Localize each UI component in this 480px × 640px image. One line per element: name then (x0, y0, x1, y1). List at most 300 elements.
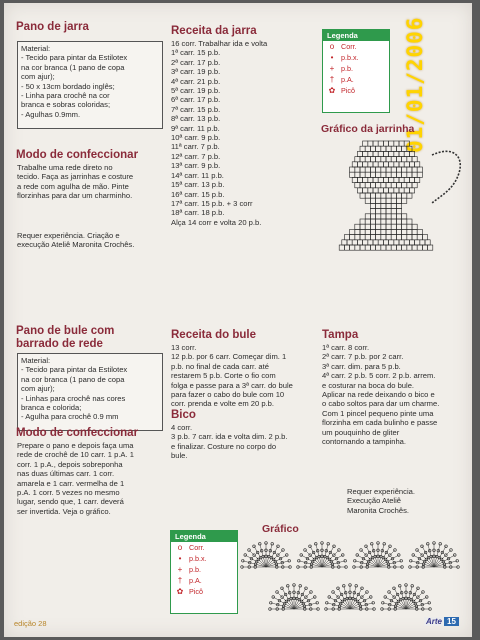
recipe-line: 1ª carr. 15 p.b. (171, 48, 221, 58)
chart-stitch (391, 183, 396, 188)
recipe-line: 14ª carr. 11 p.b. (171, 170, 224, 180)
chart-stitch (357, 151, 362, 156)
chart-stitch (357, 177, 362, 182)
chart-stitch (412, 224, 417, 229)
chart-stitch (383, 151, 388, 156)
chart-stitch (383, 188, 388, 193)
chart-stitch (368, 141, 373, 146)
chart-stitch (381, 157, 386, 162)
chart-stitch (399, 177, 404, 182)
chart-stitch (428, 245, 433, 250)
chart-stitch (407, 167, 412, 172)
chart-stitch (402, 245, 407, 250)
chart-stitch (407, 157, 412, 162)
chart-stitch (396, 214, 401, 219)
jar-chart (314, 137, 464, 257)
chart-stitch (344, 245, 349, 250)
chart-stitch (394, 177, 399, 182)
chart-stitch (386, 193, 391, 198)
chart-stitch (365, 183, 370, 188)
chart-stitch (381, 146, 386, 151)
chart-stitch (391, 209, 396, 214)
chart-stitch (396, 219, 401, 224)
chart-stitch (360, 146, 365, 151)
chart-stitch (381, 224, 386, 229)
lace-scallop (381, 584, 432, 611)
chart-stitch (360, 193, 365, 198)
chart-stitch (396, 193, 401, 198)
chart-stitch (373, 151, 378, 156)
chart-stitch (391, 219, 396, 224)
chart-stitch (376, 198, 381, 203)
chart-stitch (352, 162, 357, 167)
chart-stitch (370, 224, 375, 229)
chart-stitch (350, 235, 355, 240)
chart-stitch (363, 151, 368, 156)
chart-stitch (402, 229, 407, 234)
materials-box: Material: - Tecido para pintar da Estilotex na cor branca (1 pano de copa com ajur); - 50 x 13cm bordado inglês; - Linha para crochê na cor branca e sobras coloridas; - Agulhas 0.9mm. (17, 41, 163, 129)
mode2-text: Prepare o pano e depois faça uma rede de crochê de 10 carr. 1 p.A. 1 corr. 1 p.A., depois sobreponha nas duas últimas carr. 1 corr. amarela e 1 carr. vermelha de 1 p.A. 1 corr. 5 vezes no mesmo lugar, sendo que, 1 carr. deverá ser invertida. Veja o gráfico. (17, 441, 134, 516)
chart-stitch (399, 240, 404, 245)
chart-stitch (360, 235, 365, 240)
chart-stitch (386, 224, 391, 229)
chart-stitch (370, 214, 375, 219)
legend-symbol-icon: † (329, 75, 335, 84)
chart-stitch (360, 167, 365, 172)
legend-symbol-icon: + (329, 64, 335, 73)
chart-stitch (409, 240, 414, 245)
lace-scallop (325, 584, 376, 611)
chart-stitch (381, 219, 386, 224)
chart-stitch (365, 193, 370, 198)
chart-stitch (378, 141, 383, 146)
chart-stitch (376, 214, 381, 219)
chart-stitch (394, 141, 399, 146)
legend-item (323, 52, 389, 63)
chart-stitch (350, 172, 355, 177)
legend-label: Picô (341, 86, 355, 95)
legend-label: p.b.x. (189, 554, 207, 563)
chart-stitch (415, 177, 420, 182)
chart-stitch (404, 141, 409, 146)
chart-stitch (368, 151, 373, 156)
legend-header: Legenda (323, 30, 389, 41)
chart-stitch (386, 229, 391, 234)
chart-stitch (386, 209, 391, 214)
legend-label: p.A. (189, 576, 202, 585)
chart-stitch (399, 141, 404, 146)
chart-stitch (386, 235, 391, 240)
recipe-jar-list (171, 39, 316, 227)
chart-stitch (350, 167, 355, 172)
chart-stitch (412, 172, 417, 177)
legend-symbol-icon: o (177, 543, 183, 552)
recipe-teapot-text: 13 corr. 12 p.b. por 6 carr. Começar dim. 1 p.b. no final de cada carr. até restarem 5 p.b. Corte o fio com folga e passe para a 3ª carr. do bule para fazer o cabo do bule com 10 corr. prenda e volte em 20 p.b. (171, 343, 293, 409)
chart-stitch (391, 214, 396, 219)
recipe-line: 9ª carr. 11 p.b. (171, 123, 220, 133)
chart-stitch (404, 240, 409, 245)
chart-stitch (370, 198, 375, 203)
chart-stitch (357, 162, 362, 167)
chart-stitch (422, 245, 427, 250)
chart-stitch (373, 177, 378, 182)
chart-stitch (402, 219, 407, 224)
chart-stitch (360, 157, 365, 162)
chart-stitch (381, 235, 386, 240)
chart-stitch (365, 219, 370, 224)
chart-stitch (386, 203, 391, 208)
chart-stitch (378, 151, 383, 156)
recipe-line: 10ª carr. 9 p.b. (171, 133, 221, 143)
chart-stitch (365, 167, 370, 172)
chart-stitch (402, 146, 407, 151)
chart-stitch (396, 183, 401, 188)
chart-stitch (415, 240, 420, 245)
chart-stitch (402, 198, 407, 203)
chart-stitch (391, 167, 396, 172)
chart-stitch (370, 209, 375, 214)
recipe-line: 6ª carr. 17 p.b. (171, 95, 221, 105)
chart-stitch (370, 193, 375, 198)
chart-stitch (389, 162, 394, 167)
chart-stitch (386, 183, 391, 188)
chart-stitch (355, 157, 360, 162)
lace-scallop (409, 542, 460, 569)
chart-stitch (370, 229, 375, 234)
recipe-line: 13ª carr. 9 p.b. (171, 161, 221, 171)
legend-item (171, 575, 237, 586)
chart-stitch (381, 198, 386, 203)
chart-stitch (417, 167, 422, 172)
chart-stitch (396, 245, 401, 250)
legend-box (322, 29, 390, 113)
legend-label: Corr. (341, 42, 357, 51)
chart-stitch (407, 193, 412, 198)
chart-stitch (376, 203, 381, 208)
chart-stitch (402, 172, 407, 177)
chart-stitch (381, 245, 386, 250)
recipe-line: 2ª carr. 17 p.b. (171, 57, 221, 67)
chart-stitch (365, 198, 370, 203)
chart-stitch (386, 245, 391, 250)
chart-stitch (365, 146, 370, 151)
legend-item (171, 553, 237, 564)
chart-stitch (412, 235, 417, 240)
chart-stitch (363, 177, 368, 182)
chart-stitch (357, 188, 362, 193)
chart-stitch (417, 235, 422, 240)
legend-symbol-icon: + (177, 565, 183, 574)
footer-edition: edição 28 (14, 619, 47, 628)
chart-stitch (386, 219, 391, 224)
credit-text: Requer experiência. Criação e execução Ateliê Maronita Crochês. (17, 231, 135, 250)
chart-stitch (363, 240, 368, 245)
chart-stitch (396, 224, 401, 229)
chart-stitch (389, 177, 394, 182)
chart-stitch (376, 172, 381, 177)
chart-stitch (370, 235, 375, 240)
chart-stitch (402, 167, 407, 172)
chart-stitch (339, 245, 344, 250)
chart-stitch (378, 177, 383, 182)
lace-scallop (269, 584, 320, 611)
chart-stitch (381, 214, 386, 219)
chart-stitch (363, 162, 368, 167)
chart-stitch (402, 235, 407, 240)
chart-stitch (370, 172, 375, 177)
recipe-line: 16 corr. Trabalhar ida e volta (171, 39, 268, 48)
chart-stitch (407, 219, 412, 224)
spout-title: Bico (171, 409, 196, 421)
chart-stitch (394, 188, 399, 193)
recipe-line: 11ª carr. 7 p.b. (171, 142, 220, 152)
chart-stitch (391, 245, 396, 250)
chart-stitch (396, 167, 401, 172)
chart-stitch (381, 183, 386, 188)
chart-stitch (370, 219, 375, 224)
mode-title: Modo de confeccionar (16, 149, 139, 161)
chart-stitch (422, 235, 427, 240)
chart-stitch (396, 198, 401, 203)
chart-stitch (373, 162, 378, 167)
chart-stitch (370, 157, 375, 162)
chart-stitch (391, 157, 396, 162)
chart-stitch (347, 240, 352, 245)
chart-stitch (409, 188, 414, 193)
legend-item (323, 63, 389, 74)
chart-stitch (404, 162, 409, 167)
chart-stitch (376, 183, 381, 188)
chart-stitch (386, 214, 391, 219)
chart-stitch (399, 151, 404, 156)
footer-logo (424, 617, 459, 626)
chart-stitch (381, 167, 386, 172)
legend-symbol-icon: o (329, 42, 335, 51)
chart-stitch (355, 183, 360, 188)
chart-stitch (373, 240, 378, 245)
chart-stitch (355, 229, 360, 234)
chart-stitch (396, 172, 401, 177)
chart-stitch (407, 224, 412, 229)
chart-stitch (417, 229, 422, 234)
legend-symbol-icon: • (330, 53, 334, 62)
chart-stitch (407, 245, 412, 250)
chart-stitch (355, 172, 360, 177)
chart-stitch (404, 177, 409, 182)
chart-stitch (381, 203, 386, 208)
jar-handle (432, 151, 460, 203)
date-stamp: 01/01/2006 (403, 16, 427, 153)
chart-stitch (391, 172, 396, 177)
chart-stitch (391, 203, 396, 208)
lace-scallop (353, 542, 404, 569)
chart-stitch (378, 162, 383, 167)
chart-stitch (365, 245, 370, 250)
chart-stitch (381, 229, 386, 234)
chart-stitch (360, 219, 365, 224)
chart-stitch (409, 177, 414, 182)
chart-stitch (365, 224, 370, 229)
spout-text: 4 corr. 3 p.b. 7 carr. ida e volta dim. 2 p.b. e finalizar. Costure no corpo do bule. (171, 423, 288, 461)
chart-stitch (376, 146, 381, 151)
legend-header-2: Legenda (171, 531, 237, 542)
chart-stitch (365, 172, 370, 177)
chart-stitch (368, 162, 373, 167)
legend-item (171, 586, 237, 597)
recipe-line: 4ª carr. 21 p.b. (171, 76, 221, 86)
recipe-line: Alça 14 corr e volta 20 p.b. (171, 217, 262, 227)
chart-stitch (396, 229, 401, 234)
mode-text: Trabalhe uma rede direto no tecido. Faça as jarrinhas e costure a rede com agulha de mão. Pinte florzinhas para dar um charminho. (17, 163, 134, 201)
chart-stitch (368, 188, 373, 193)
chart-stitch (344, 235, 349, 240)
recipe-line: 3ª carr. 19 p.b. (171, 67, 221, 77)
chart-stitch (386, 198, 391, 203)
legend-item (323, 41, 389, 52)
chart-stitch (394, 162, 399, 167)
chart-stitch (376, 167, 381, 172)
chart-stitch (365, 229, 370, 234)
chart-stitch (391, 193, 396, 198)
chart-stitch (378, 240, 383, 245)
chart-stitch (350, 245, 355, 250)
credit2-text: Requer experiência. Execução Ateliê Maronita Crochês. (347, 487, 415, 515)
legend-label: Picô (189, 587, 203, 596)
chart-stitch (350, 229, 355, 234)
chart-stitch (394, 151, 399, 156)
chart-stitch (394, 240, 399, 245)
chart-stitch (391, 198, 396, 203)
chart-stitch (352, 240, 357, 245)
chart-stitch (407, 229, 412, 234)
chart-stitch (376, 224, 381, 229)
legend-symbol-icon: ✿ (328, 86, 336, 95)
legend-item (171, 564, 237, 575)
chart-stitch (352, 177, 357, 182)
recipe-line: 16ª carr. 15 p.b. (171, 189, 225, 199)
chart-stitch (415, 162, 420, 167)
chart-stitch (425, 240, 430, 245)
chart-stitch (355, 235, 360, 240)
chart-stitch (370, 183, 375, 188)
chart-stitch (399, 162, 404, 167)
chart-stitch (365, 235, 370, 240)
materials2-box: Material: - Tecido para pintar da Estilotex na cor branca (1 pano de copa com ajur); - Linhas para crochê nas cores branca e colorida; - Agulha para crochê 0.9 mm (17, 353, 163, 431)
chart-stitch (386, 146, 391, 151)
chart-stitch (404, 151, 409, 156)
chart-stitch (402, 157, 407, 162)
chart-stitch (383, 177, 388, 182)
chart-stitch (378, 188, 383, 193)
chart-stitch (368, 240, 373, 245)
chart-stitch (360, 183, 365, 188)
recipe-line: 18ª carr. 18 p.b. (171, 208, 225, 218)
chart-jar-title: Gráfico da jarrinha (321, 123, 415, 135)
chart-stitch (407, 183, 412, 188)
section1-title: Pano de jarra (16, 21, 89, 33)
arte-logo: Arte (426, 617, 443, 626)
chart-stitch (368, 177, 373, 182)
chart-stitch (376, 229, 381, 234)
chart-stitch (370, 245, 375, 250)
chart-stitch (391, 224, 396, 229)
chart-stitch (370, 146, 375, 151)
recipe-line: 15ª carr. 13 p.b. (171, 180, 225, 190)
chart-stitch (402, 183, 407, 188)
chart-stitch (396, 146, 401, 151)
recipe-line: 5ª carr. 19 p.b. (171, 86, 221, 96)
lace-scallop (241, 542, 292, 569)
chart-stitch (381, 209, 386, 214)
chart-stitch (407, 172, 412, 177)
chart-stitch (402, 193, 407, 198)
chart-stitch (373, 188, 378, 193)
chart-stitch (376, 219, 381, 224)
chart-stitch (342, 240, 347, 245)
chart-stitch (376, 157, 381, 162)
chart-stitch (355, 224, 360, 229)
chart-stitch (360, 224, 365, 229)
recipe-jar-title: Receita da jarra (171, 25, 257, 37)
chart-stitch (370, 167, 375, 172)
chart-stitch (383, 240, 388, 245)
legend-label: p.b. (189, 565, 201, 574)
legend-label: Corr. (189, 543, 205, 552)
chart-stitch (370, 203, 375, 208)
chart-stitch (383, 141, 388, 146)
chart-stitch (376, 235, 381, 240)
chart-stitch (407, 235, 412, 240)
recipe-teapot-title: Receita do bule (171, 329, 256, 341)
legend-symbol-icon: † (177, 576, 183, 585)
legend-item (323, 74, 389, 85)
chart-stitch (407, 146, 412, 151)
chart-stitch (360, 245, 365, 250)
chart-stitch (389, 151, 394, 156)
legend-item (323, 85, 389, 96)
chart-stitch (409, 162, 414, 167)
chart-stitch (417, 172, 422, 177)
chart-stitch (420, 240, 425, 245)
chart-stitch (373, 141, 378, 146)
chart-stitch (404, 188, 409, 193)
chart-stitch (355, 167, 360, 172)
chart-stitch (381, 193, 386, 198)
chart-stitch (363, 188, 368, 193)
chart-stitch (412, 245, 417, 250)
chart-stitch (383, 162, 388, 167)
legend-label: p.b. (341, 64, 353, 73)
chart-stitch (412, 229, 417, 234)
chart-stitch (391, 146, 396, 151)
chart-stitch (360, 229, 365, 234)
chart-stitch (376, 193, 381, 198)
chart-stitch (386, 172, 391, 177)
chart-stitch (412, 183, 417, 188)
lace-chart (240, 533, 468, 615)
recipe-line: 8ª carr. 13 p.b. (171, 114, 221, 124)
chart-stitch (355, 245, 360, 250)
magazine-page (4, 3, 472, 637)
chart-stitch (357, 240, 362, 245)
chart-stitch (391, 229, 396, 234)
chart2-title: Gráfico (262, 523, 299, 535)
chart-stitch (409, 151, 414, 156)
chart-stitch (396, 209, 401, 214)
legend-label: p.b.x. (341, 53, 359, 62)
legend-label: p.A. (341, 75, 354, 84)
chart-stitch (412, 157, 417, 162)
